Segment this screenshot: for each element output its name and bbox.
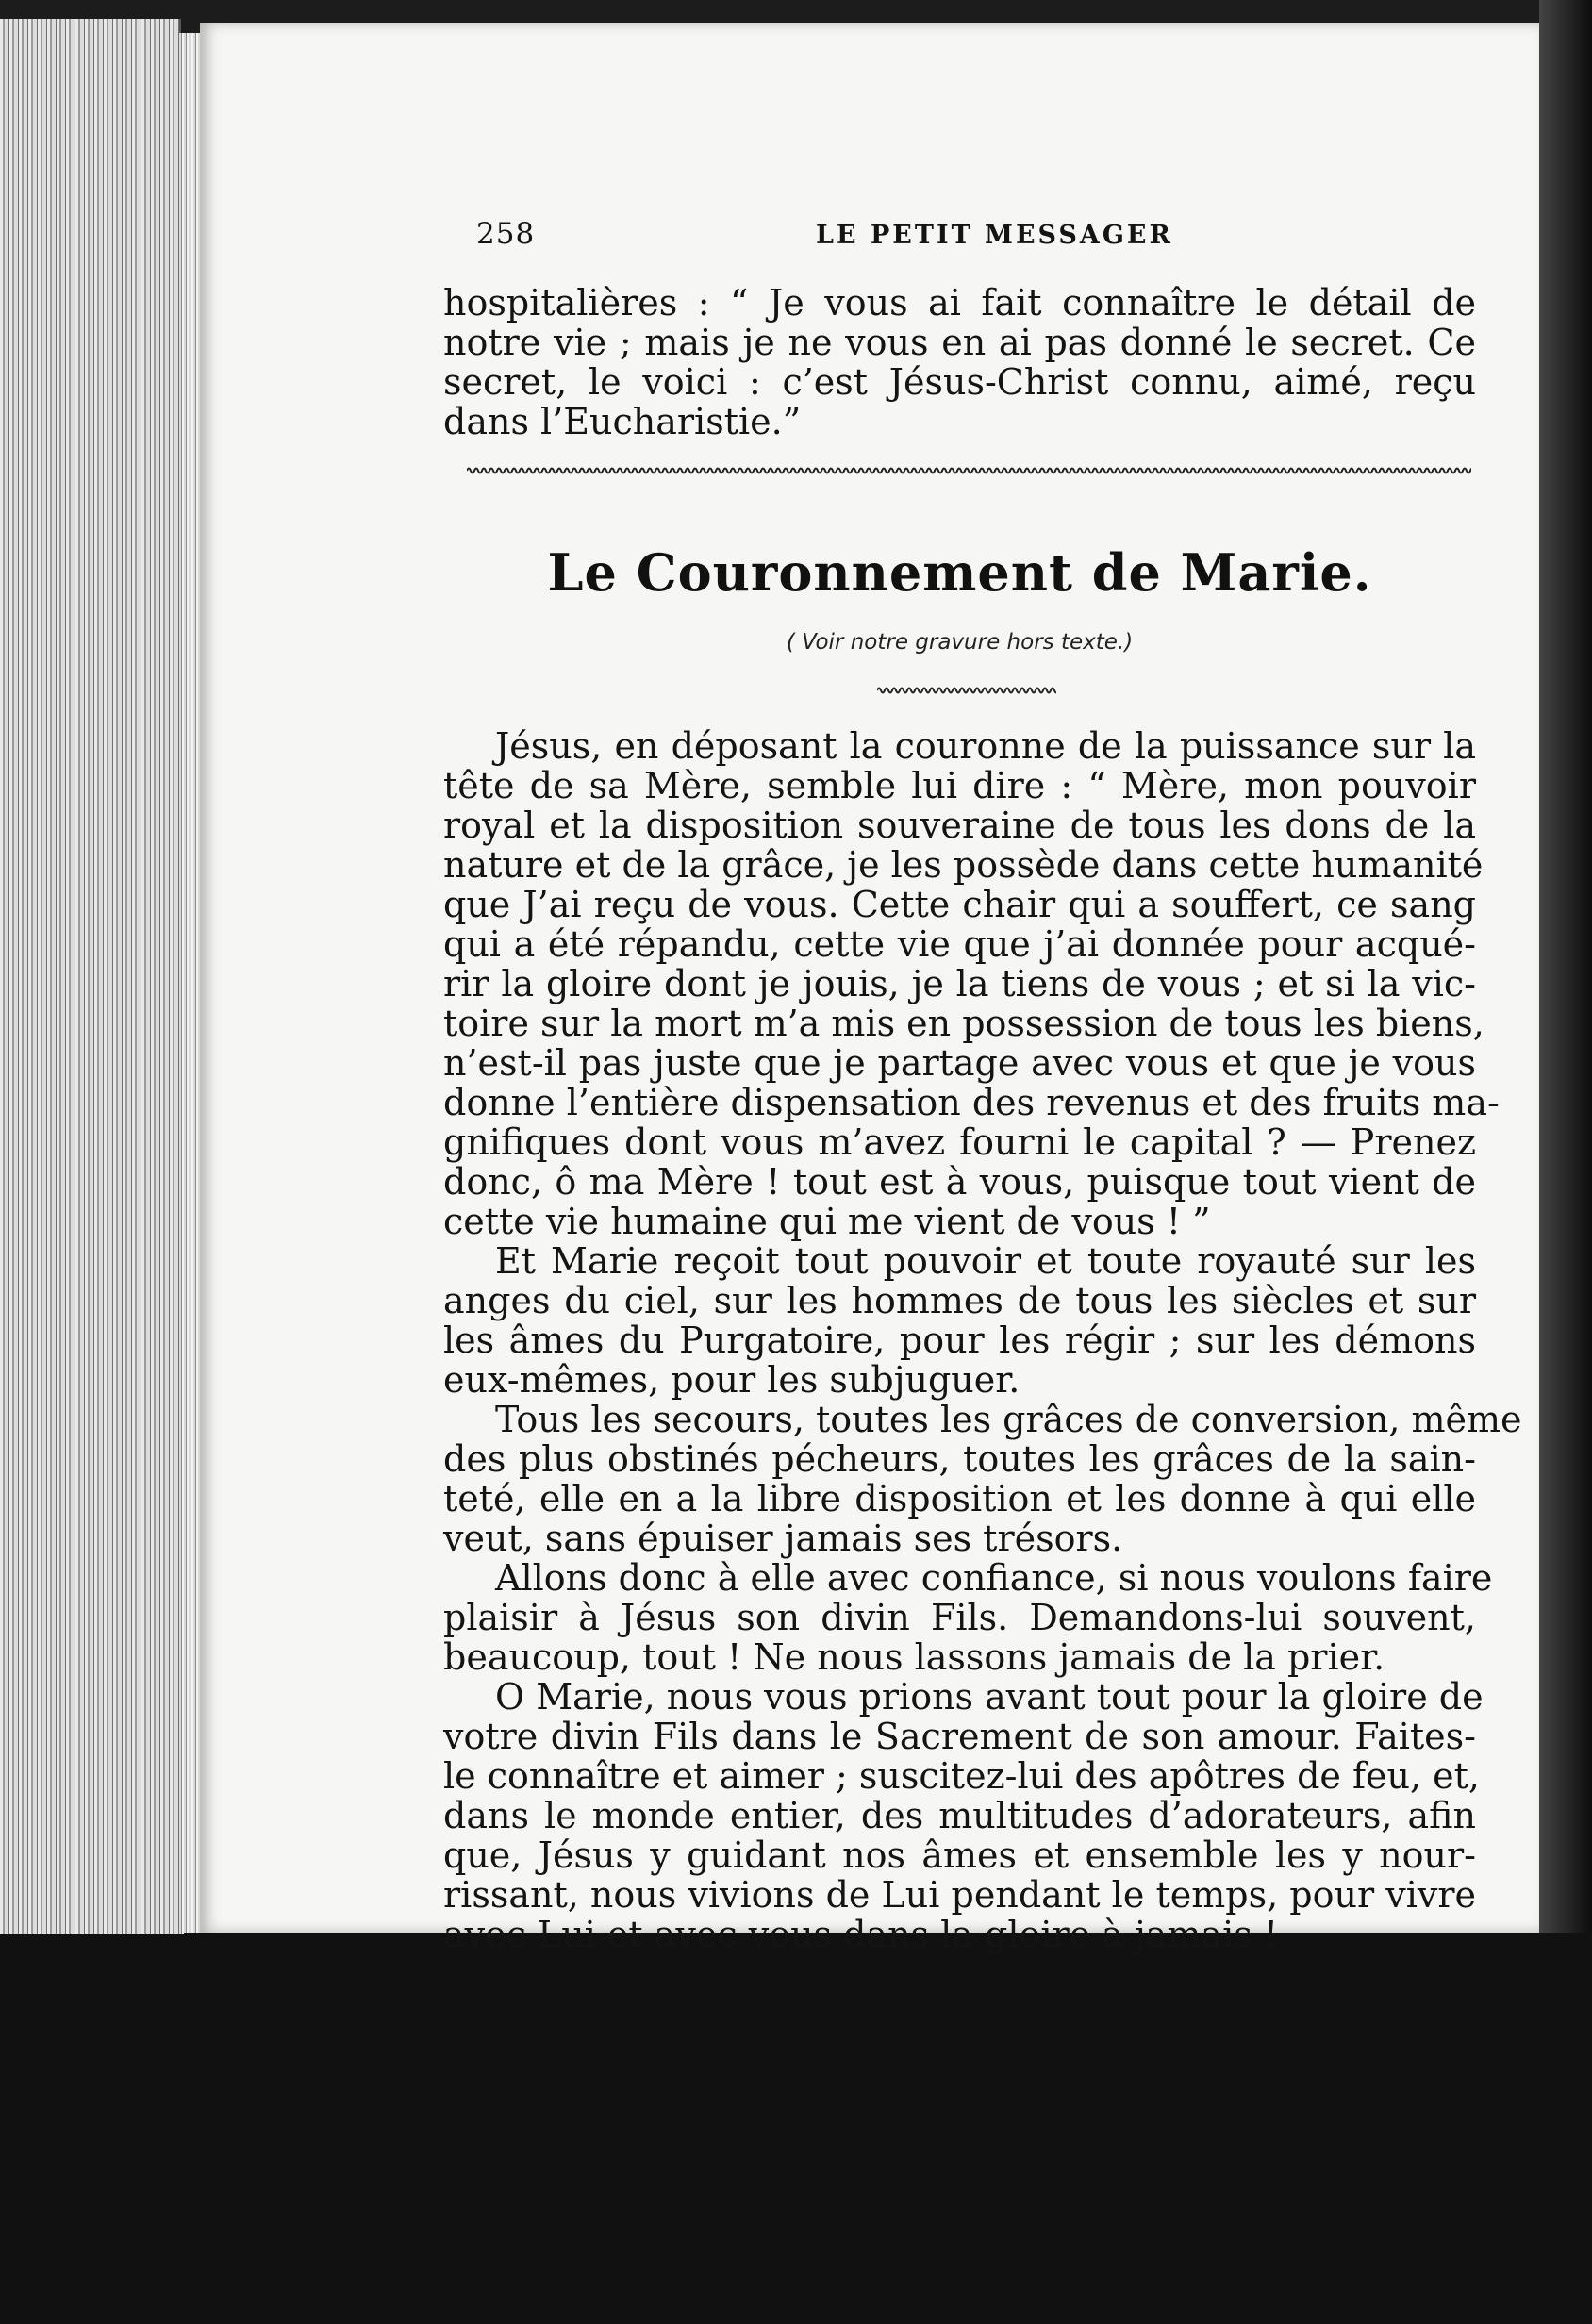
text-line: cette vie humaine qui me vient de vous ! ”	[443, 1201, 1211, 1242]
text-line: O Marie, nous vous prions avant tout pour la gloire de	[495, 1676, 1484, 1718]
text-line: rir la gloire dont je jouis, je la tiens de vous ; et si la vic-	[443, 963, 1476, 1004]
text-line: notre vie ; mais je ne vous en ai pas donné le secret. Ce	[443, 322, 1476, 363]
scan-background-left	[0, 1934, 184, 2324]
text-line: votre divin Fils dans le Sacrement de son amour. Faites-	[443, 1716, 1476, 1757]
page-stack-edge	[179, 33, 200, 1938]
text-line: gnifiques dont vous m’avez fourni le capital ? — Prenez	[443, 1121, 1476, 1163]
text-line: plaisir à Jésus son divin Fils. Demandons-lui souvent,	[443, 1597, 1476, 1638]
text-line: Et Marie reçoit tout pouvoir et toute royauté sur les	[495, 1240, 1476, 1282]
intro-paragraph	[443, 283, 1476, 441]
text-line: dans le monde entier, des multitudes d’adorateurs, afin	[443, 1795, 1476, 1836]
text-line: qui a été répandu, cette vie que j’ai donnée pour acqué-	[443, 923, 1476, 965]
text-line: donc, ô ma Mère ! tout est à vous, puisque tout vient de	[443, 1161, 1476, 1203]
text-line: nature et de la grâce, je les possède dans cette humanité	[443, 844, 1484, 886]
text-line: tête de sa Mère, semble lui dire : “ Mère, mon pouvoir	[443, 765, 1476, 806]
text-line: Tous les secours, toutes les grâces de conversion, même	[495, 1399, 1522, 1440]
text-line: n’est-il pas juste que je partage avec vous et que je vous	[443, 1042, 1476, 1084]
text-line: eux-mêmes, pour les subjuguer.	[443, 1359, 1020, 1401]
text-line: avec Lui et avec vous dans la gloire à jamais !	[443, 1914, 1279, 1955]
scan-background-bottom	[184, 1933, 1592, 2324]
text-line: secret, le voici : c’est Jésus-Christ connu, aimé, reçu	[443, 361, 1476, 403]
text-line: hospitalières : “ Je vous ai fait connaître le détail de	[443, 282, 1476, 324]
wavy-divider-small	[877, 684, 1056, 697]
wavy-divider-top	[467, 464, 1471, 477]
text-line: rissant, nous vivions de Lui pendant le temps, pour vivre	[443, 1874, 1476, 1916]
running-head	[476, 217, 1476, 259]
text-line: dans l’Eucharistie.”	[443, 401, 802, 442]
journal-title: LE PETIT MESSAGER	[816, 221, 1173, 250]
text-line: des plus obstinés pécheurs, toutes les grâces de la sain-	[443, 1438, 1476, 1480]
book-page-edges	[0, 19, 181, 1934]
text-line: Allons donc à elle avec confiance, si nous voulons faire	[495, 1557, 1493, 1599]
text-line: beaucoup, tout ! Ne nous lassons jamais de la prier.	[443, 1636, 1385, 1678]
text-line: donne l’entière dispensation des revenus et des fruits ma-	[443, 1082, 1500, 1123]
article-body	[443, 725, 1522, 1955]
text-line: anges du ciel, sur les hommes de tous les siècles et sur	[443, 1280, 1476, 1321]
text-line: les âmes du Purgatoire, pour les régir ; sur les démons	[443, 1320, 1476, 1361]
page-number: 258	[476, 217, 536, 251]
text-line: veut, sans épuiser jamais ses trésors.	[443, 1518, 1123, 1559]
text-line: toire sur la mort m’a mis en possession de tous les biens,	[443, 1003, 1484, 1044]
article-title: Le Couronnement de Marie.	[547, 542, 1372, 603]
text-line: que J’ai reçu de vous. Cette chair qui a souffert, ce sang	[443, 884, 1476, 925]
text-line: le connaître et aimer ; suscitez-lui des apôtres de feu, et,	[443, 1755, 1480, 1797]
text-line: que, Jésus y guidant nos âmes et ensemble les y nour-	[443, 1834, 1476, 1876]
text-line: royal et la disposition souveraine de tous les dons de la	[443, 805, 1476, 846]
text-line: teté, elle en a la libre disposition et les donne à qui elle	[443, 1478, 1476, 1519]
text-line: Jésus, en déposant la couronne de la puissance sur la	[495, 725, 1476, 767]
article-subtitle: ( Voir notre gravure hors texte.)	[786, 630, 1134, 655]
